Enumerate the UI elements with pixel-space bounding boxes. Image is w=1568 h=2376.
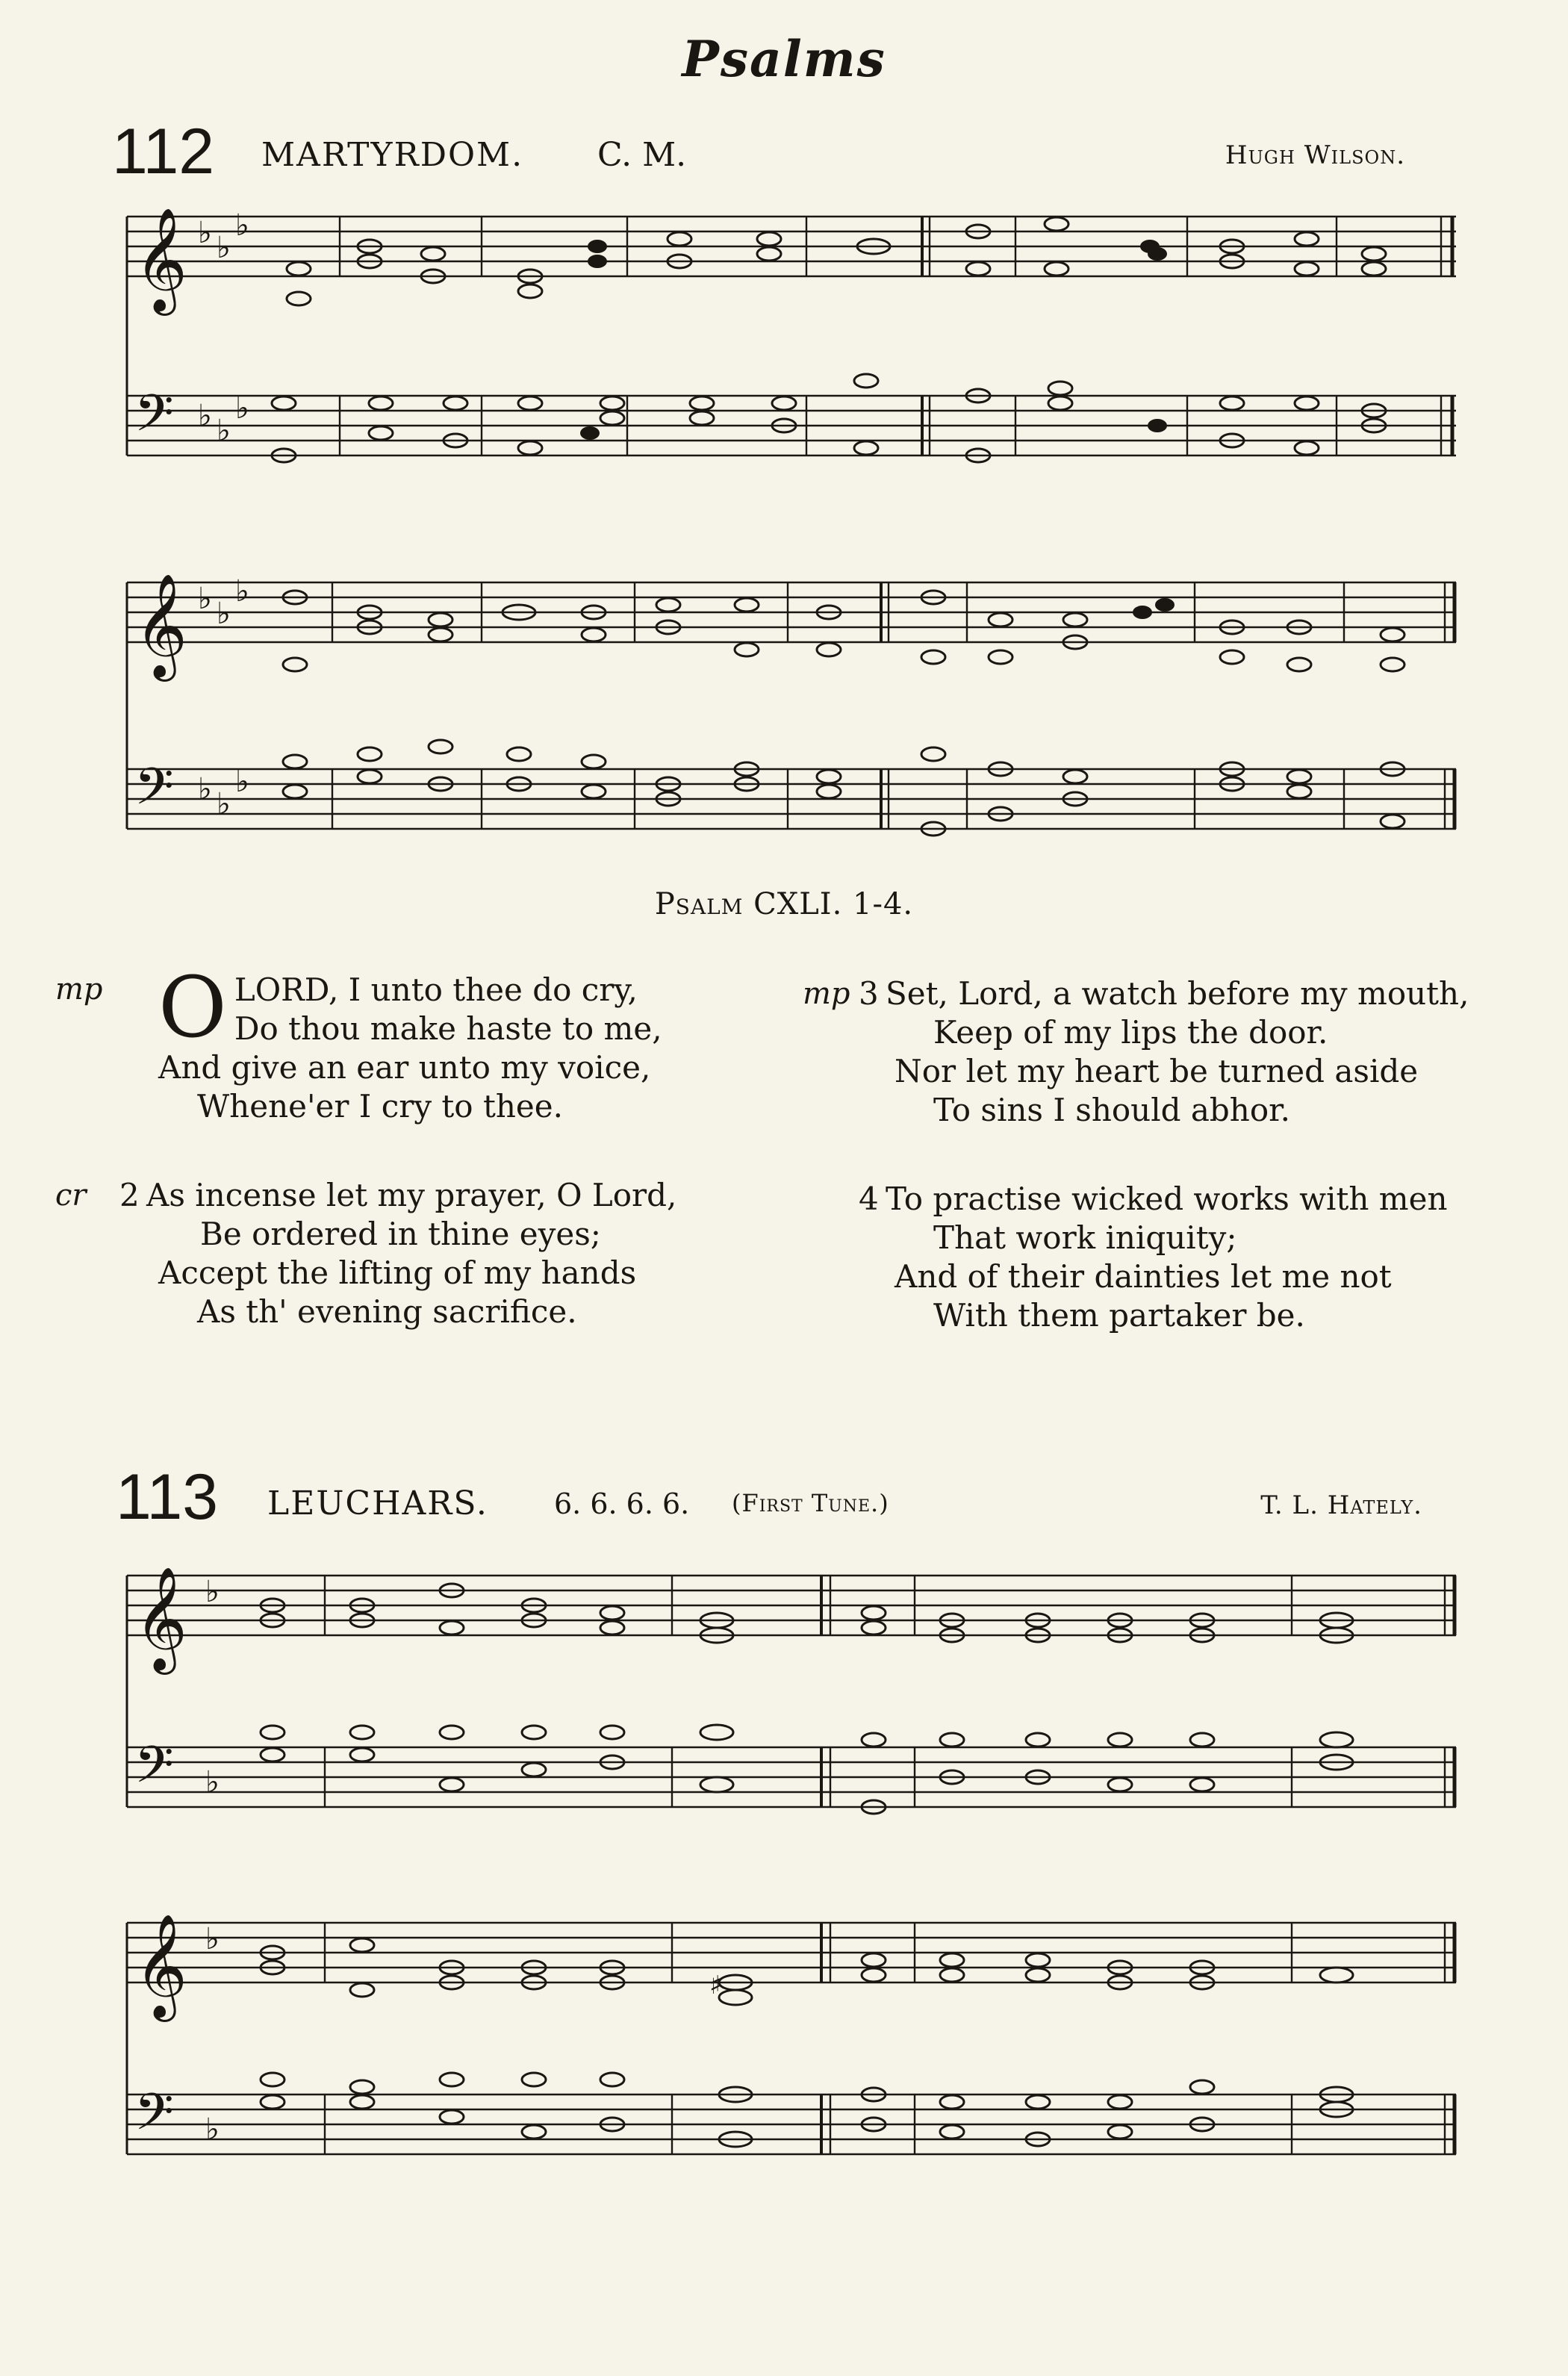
verse-line: Do thou make haste to me, (234, 1010, 662, 1047)
tune-number: 112 (112, 116, 215, 187)
verse-line: And give an ear unto my voice, (158, 1049, 651, 1086)
dynamic-mark: mp (55, 972, 103, 1007)
svg-text:♭: ♭ (198, 216, 212, 250)
svg-text:♭: ♭ (217, 231, 231, 265)
verse-line: Keep of my lips the door. (933, 1014, 1328, 1051)
svg-text:♭: ♭ (205, 2112, 220, 2147)
verse-line: That work iniquity; (933, 1219, 1237, 1256)
svg-text:♭: ♭ (198, 399, 212, 433)
svg-text:♭: ♭ (235, 765, 249, 799)
verse-1 (158, 960, 741, 1126)
tune-number: 113 (116, 1461, 219, 1533)
verse-2 (119, 1176, 739, 1331)
music-score-system-1 (112, 209, 1463, 493)
verse-4 (859, 1180, 1478, 1335)
tune-name: MARTYRDOM. (261, 136, 524, 174)
tune-meter: 6. 6. 6. 6. (554, 1487, 690, 1520)
verse-line: Set, Lord, a watch before my mouth, (886, 975, 1469, 1012)
dynamic-mark: mp (803, 977, 850, 1011)
music-score-system-2 (112, 567, 1463, 851)
verse-line: And of their dainties let me not (895, 1258, 1392, 1295)
svg-text:♯: ♯ (709, 1971, 722, 2000)
svg-text:♭: ♭ (235, 391, 249, 426)
svg-text:𝄞: 𝄞 (134, 1567, 187, 1670)
svg-text:♭: ♭ (217, 787, 231, 821)
svg-text:𝄢: 𝄢 (134, 758, 174, 829)
tune-name: LEUCHARS. (267, 1484, 488, 1523)
verse-line: Whene'er I cry to thee. (197, 1088, 563, 1125)
verse-number: 2 (119, 1177, 140, 1213)
verse-line: Nor let my heart be turned aside (895, 1053, 1419, 1089)
verse-line: Accept the lifting of my hands (158, 1254, 637, 1291)
verse-line: With them partaker be. (933, 1297, 1305, 1334)
svg-text:♭: ♭ (235, 209, 249, 243)
tune-note: (First Tune.) (732, 1489, 889, 1517)
tune-meter: C. M. (597, 136, 687, 174)
psalm-reference: Psalm CXLI. 1-4. (654, 887, 914, 921)
svg-text:♭: ♭ (217, 414, 231, 448)
tune-composer: T. L. Hately. (1260, 1490, 1422, 1520)
music-score-system-4 (112, 1908, 1463, 2192)
verse-line: As th' evening sacrifice. (197, 1293, 577, 1330)
verse-line: To practise wicked works with men (886, 1181, 1448, 1217)
verse-number: 3 (859, 975, 879, 1012)
verse-line: To sins I should abhor. (933, 1092, 1290, 1128)
music-score-system-3 (112, 1561, 1463, 1844)
drop-cap: O (158, 960, 227, 1057)
svg-text:𝄞: 𝄞 (134, 573, 187, 677)
svg-text:𝄢: 𝄢 (134, 385, 174, 455)
page-header: Psalms (682, 30, 886, 88)
svg-text:𝄞: 𝄞 (134, 1914, 187, 2018)
verse-line: As incense let my prayer, O Lord, (146, 1177, 677, 1213)
tune-composer: Hugh Wilson. (1225, 140, 1405, 170)
verse-number: 4 (859, 1181, 879, 1217)
svg-text:♭: ♭ (198, 582, 212, 616)
verse-line: Be ordered in thine eyes; (200, 1216, 601, 1252)
svg-text:𝄢: 𝄢 (134, 1736, 174, 1807)
svg-text:♭: ♭ (198, 772, 212, 806)
verse-line: LORD, I unto thee do cry, (234, 971, 638, 1008)
svg-text:♭: ♭ (205, 1575, 220, 1609)
svg-text:♭: ♭ (205, 1765, 220, 1800)
svg-text:♭: ♭ (235, 574, 249, 609)
svg-text:𝄢: 𝄢 (134, 2083, 174, 2154)
svg-text:𝄞: 𝄞 (134, 209, 187, 311)
dynamic-mark: cr (55, 1178, 87, 1213)
svg-text:♭: ♭ (205, 1922, 220, 1956)
verse-3 (859, 974, 1478, 1130)
svg-text:♭: ♭ (217, 597, 231, 631)
